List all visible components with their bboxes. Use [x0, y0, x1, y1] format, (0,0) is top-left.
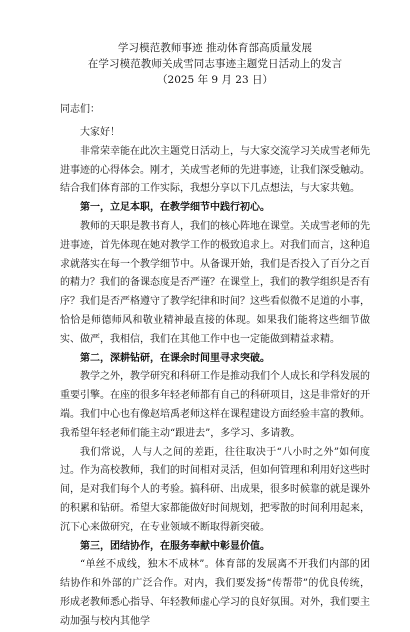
speech-subtitle: 在学习模范教师关成雪同志事迹主题党日活动上的发言 [87, 58, 343, 70]
section-heading: 第一，立足本职，在教学细节中践行初心。 [80, 202, 270, 214]
body-paragraph: “单丝不成线，独木不成林”。体育部的发展离不开我们内部的团结协作和外部的广泛合作。对内，我们要发扬“传帮带”的优良传统，形成老教师悉心指导、年轻教师虚心学习的良好氛围。对外，我们要主动加强与校内其他学 [60, 559, 370, 627]
body-paragraph: 非常荣幸能在此次主题党日活动上，与大家交流学习关成雪老师先进事迹的心得体会。刚才，关成雪老师的先进事迹，让我们深受触动。结合我们体育部的工作实际，我想分享以下几点想法，与大家共勉。 [60, 145, 370, 195]
speech-body [60, 124, 370, 632]
section-heading: 第三，团结协作，在服务奉献中彰显价值。 [80, 540, 270, 552]
section-heading: 第二，深耕钻研，在课余时间里寻求突破。 [80, 352, 270, 364]
speech-date: （2025 年 9 月 23 日） [157, 74, 273, 86]
greeting: 同志们： [60, 104, 100, 115]
body-paragraph: 大家好！ [80, 127, 120, 138]
body-paragraph: 教师的天职是教书育人，我们的核心阵地在课堂。关成雪老师的先进事迹，首先体现在她对教学工作的极致追求上。对我们而言，这种追求就落实在每一个教学细节中。从备课开始，我们是否投入了百分之百的精力？我们的备课态度是否严谨？在课堂上，我们的教学组织是否有序？我们是否严格遵守了教学纪律和时间？这些看似微不足道的小事，恰恰是师德师风和敬业精神最直接的体现。如果我们能将这些细节做实、做严，我相信，我们在其他工作中也一定能做到精益求精。 [60, 220, 370, 345]
body-paragraph: 我们常说，人与人之间的差距，往往取决于“八小时之外”如何度过。作为高校教师，我们的时间相对灵活，但如何管理和利用好这些时间，是对我们每个人的考验。搞科研、出成果，很多时候靠的就是课外的积累和钻研。希望大家都能做好时间规划，把零散的时间利用起来，沉下心来做研究，在专业领域不断取得新突破。 [60, 446, 370, 533]
speech-title: 学习模范教师事迹 推动体育部高质量发展 [117, 42, 313, 54]
body-paragraph: 教学之外，教学研究和科研工作是推动我们个人成长和学科发展的重要引擎。在座的很多年轻老师都有自己的科研项目，这是非常好的开端。我们中心也有像赵培禹老师这样在课程建设方面经验丰富的教师。我希望年轻老师们能主动“跟进去”，多学习、多请教。 [60, 371, 370, 439]
